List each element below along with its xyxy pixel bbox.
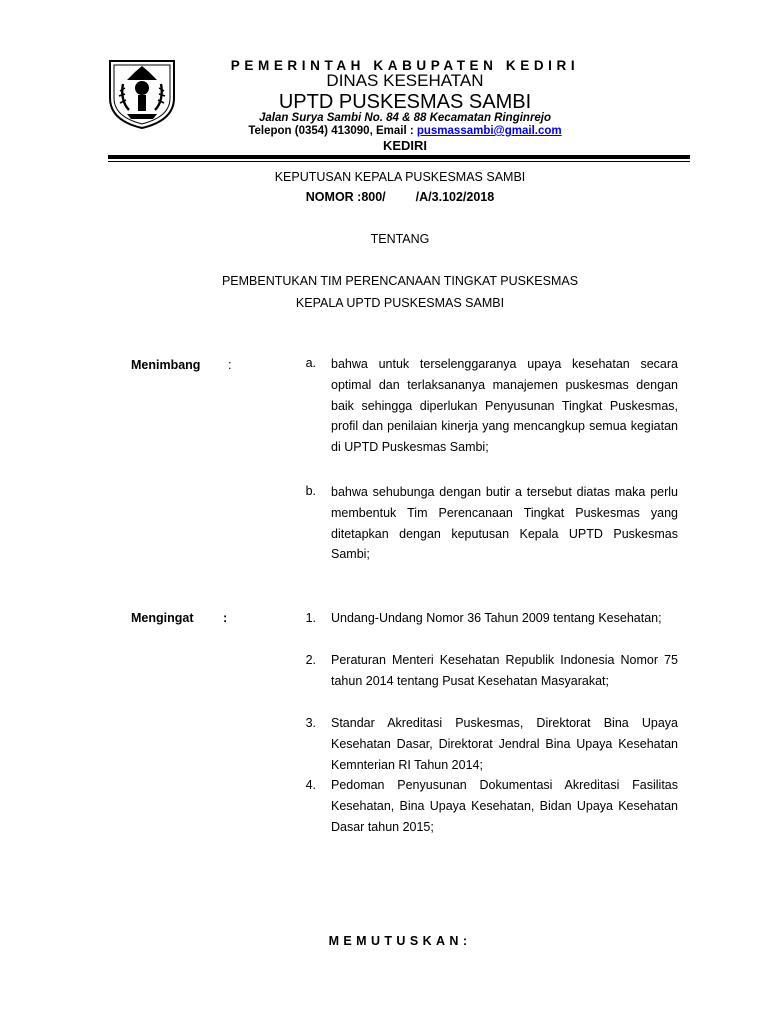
letterhead-agency: DINAS KESEHATAN bbox=[326, 71, 484, 90]
decree-title: KEPUTUSAN KEPALA PUSKESMAS SAMBI bbox=[274, 170, 526, 184]
mengingat-item-4: Pedoman Penyusunan Dokumentasi Akreditasi Fasilitas Kesehatan, Bina Upaya Kesehatan, Bidan Upaya Kesehatan Dasar tahun 2015; bbox=[331, 778, 678, 834]
mengingat-item-3: Standar Akreditasi Puskesmas, Direktorat Bina Upaya Kesehatan Dasar, Direktorat Jendral Bina Upaya Kesehatan Kemnterian RI Tahun 2014; bbox=[331, 716, 678, 772]
decree-subject-line2: KEPALA UPTD PUSKESMAS SAMBI bbox=[295, 296, 505, 310]
contact-phone-label: Telepon (0354) 413090, Email : bbox=[248, 125, 417, 137]
menimbang-marker-a: a. bbox=[305, 356, 316, 370]
memutuskan-heading: MEMUTUSKAN: bbox=[328, 934, 472, 948]
kediri-regency-emblem-icon bbox=[107, 58, 177, 130]
decree-number bbox=[100, 190, 700, 204]
decree-number-suffix: /A/3.102/2018 bbox=[415, 190, 495, 204]
letterhead-divider-thick bbox=[108, 155, 690, 159]
letterhead-contact bbox=[190, 125, 620, 137]
menimbang-item-b: bahwa sehubunga dengan butir a tersebut diatas maka perlu membentuk Tim Perencanaan Tingkat Puskesmas yang ditetapkan dengan keputusan Kepala UPTD Puskesmas Sambi; bbox=[331, 485, 678, 562]
mengingat-label: Mengingat bbox=[131, 611, 194, 625]
decree-number-label: NOMOR :800/ bbox=[305, 190, 386, 204]
mengingat-marker-4: 4. bbox=[305, 778, 316, 792]
letterhead-institution: UPTD PUSKESMAS SAMBI bbox=[278, 91, 532, 113]
mengingat-marker-1: 1. bbox=[305, 611, 316, 625]
email-link[interactable]: pusmassambi@gmail.com bbox=[416, 125, 562, 137]
mengingat-marker-2: 2. bbox=[305, 653, 316, 667]
letterhead-divider-thin bbox=[108, 161, 690, 162]
menimbang-label: Menimbang bbox=[131, 358, 201, 372]
letterhead-address: Jalan Surya Sambi No. 84 & 88 Kecamatan Ringinrejo bbox=[258, 112, 552, 124]
letterhead-city: KEDIRI bbox=[382, 138, 428, 153]
mengingat-item-1: Undang-Undang Nomor 36 Tahun 2009 tentang Kesehatan; bbox=[331, 611, 662, 625]
mengingat-colon: : bbox=[223, 611, 228, 625]
menimbang-marker-b: b. bbox=[305, 484, 316, 498]
decree-tentang: TENTANG bbox=[370, 232, 430, 246]
menimbang-item-a: bahwa untuk terselenggaranya upaya kesehatan secara optimal dan terlaksananya manajemen puskesmas dengan baik sehingga diperlukan Penyusunan Tingkat Puskesmas, profil dan penilaian kinerja yang mencangkup semua kegiatan di UPTD Puskesmas Sambi; bbox=[331, 357, 678, 455]
mengingat-marker-3: 3. bbox=[305, 716, 316, 730]
letterhead-government: PEMERINTAH KABUPATEN KEDIRI bbox=[230, 58, 580, 73]
menimbang-colon: : bbox=[228, 358, 232, 372]
mengingat-item-2: Peraturan Menteri Kesehatan Republik Indonesia Nomor 75 tahun 2014 tentang Pusat Kesehatan Masyarakat; bbox=[331, 653, 678, 688]
decree-subject-line1: PEMBENTUKAN TIM PERENCANAAN TINGKAT PUSKESMAS bbox=[221, 274, 579, 288]
